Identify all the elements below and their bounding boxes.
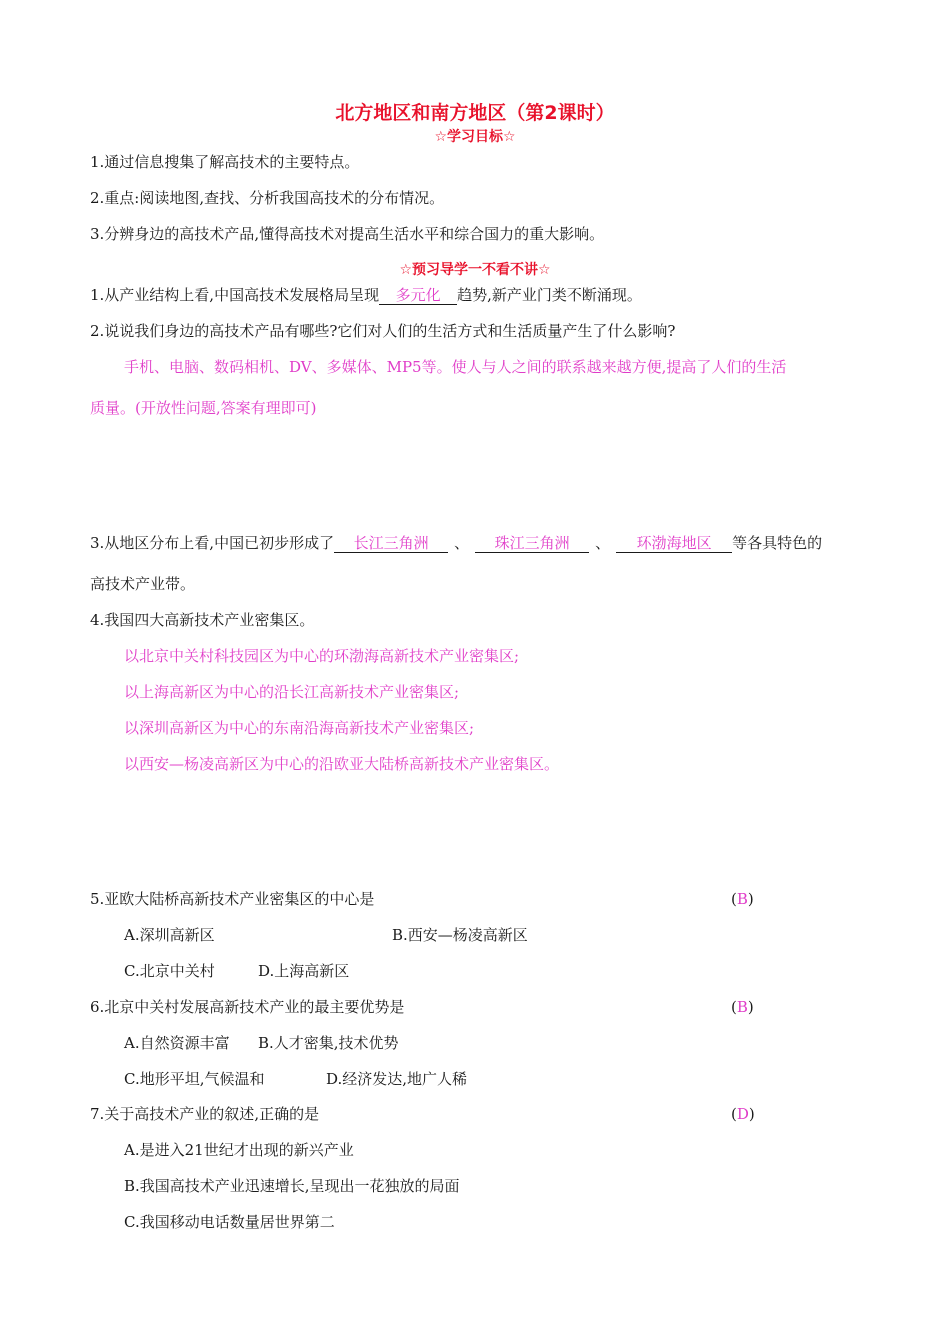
question-5-option-b: B.西安—杨凌高新区 <box>392 926 528 944</box>
objective-3: 3.分辨身边的高技术产品,懂得高技术对提高生活水平和综合国力的重大影响。 <box>90 225 605 243</box>
objective-2: 2.重点:阅读地图,查找、分析我国高技术的分布情况。 <box>90 189 445 207</box>
question-6-option-b: B.人才密集,技术优势 <box>258 1034 399 1052</box>
question-6-option-a: A.自然资源丰富 <box>124 1034 230 1052</box>
question-7: 7.关于高技术产业的叙述,正确的是 <box>90 1105 320 1123</box>
question-7-option-a: A.是进入21世纪才出现的新兴产业 <box>124 1141 354 1159</box>
question-3-blank-1: 长江三角洲 <box>334 534 448 553</box>
question-4-answer-2: 以上海高新区为中心的沿长江高新技术产业密集区; <box>124 683 460 701</box>
question-6-answer: (B) <box>731 998 754 1016</box>
question-2: 2.说说我们身边的高技术产品有哪些?它们对人们的生活方式和生活质量产生了什么影响? <box>90 322 676 340</box>
question-3 <box>90 533 822 553</box>
objectives-heading: ☆学习目标☆ <box>434 129 516 145</box>
question-3-separator-2: 、 <box>595 534 611 552</box>
question-6-option-c: C.地形平坦,气候温和 <box>124 1070 265 1088</box>
question-3-line2: 高技术产业带。 <box>90 575 196 593</box>
question-2-answer-line2: 质量。(开放性问题,答案有理即可) <box>90 399 317 417</box>
question-4: 4.我国四大高新技术产业密集区。 <box>90 611 315 629</box>
question-7-option-b: B.我国高技术产业迅速增长,呈现出一花独放的局面 <box>124 1177 460 1195</box>
question-4-answer-1: 以北京中关村科技园区为中心的环渤海高新技术产业密集区; <box>124 647 520 665</box>
question-5: 5.亚欧大陆桥高新技术产业密集区的中心是 <box>90 890 375 908</box>
question-6: 6.北京中关村发展高新技术产业的最主要优势是 <box>90 998 405 1016</box>
question-5-option-d: D.上海高新区 <box>258 962 350 980</box>
question-1-prefix: 1.从产业结构上看,中国高技术发展格局呈现 <box>90 286 380 304</box>
objective-1: 1.通过信息搜集了解高技术的主要特点。 <box>90 153 360 171</box>
question-1-suffix: 趋势,新产业门类不断涌现。 <box>457 286 642 304</box>
question-7-answer: (D) <box>731 1105 755 1123</box>
question-6-option-d: D.经济发达,地广人稀 <box>326 1070 468 1088</box>
question-3-blank-3: 环渤海地区 <box>616 534 732 553</box>
question-4-answer-4: 以西安—杨凌高新区为中心的沿欧亚大陆桥高新技术产业密集区。 <box>124 755 560 773</box>
question-3-separator-1: 、 <box>454 534 470 552</box>
question-1 <box>90 285 642 305</box>
question-7-option-c: C.我国移动电话数量居世界第二 <box>124 1213 335 1231</box>
question-3-suffix: 等各具特色的 <box>732 534 823 552</box>
question-5-option-a: A.深圳高新区 <box>124 926 215 944</box>
question-2-answer-line1: 手机、电脑、数码相机、DV、多媒体、MP5等。使人与人之间的联系越来越方便,提高了人们的生活 <box>124 358 787 376</box>
page-title: 北方地区和南方地区（第2课时） <box>335 102 615 124</box>
question-3-blank-2: 珠江三角洲 <box>475 534 589 553</box>
preview-heading: ☆预习导学一不看不讲☆ <box>399 262 551 278</box>
question-5-option-c: C.北京中关村 <box>124 962 215 980</box>
question-4-answer-3: 以深圳高新区为中心的东南沿海高新技术产业密集区; <box>124 719 475 737</box>
question-1-answer-blank: 多元化 <box>379 286 457 305</box>
question-3-prefix: 3.从地区分布上看,中国已初步形成了 <box>90 534 335 552</box>
question-5-answer: (B) <box>731 890 754 908</box>
